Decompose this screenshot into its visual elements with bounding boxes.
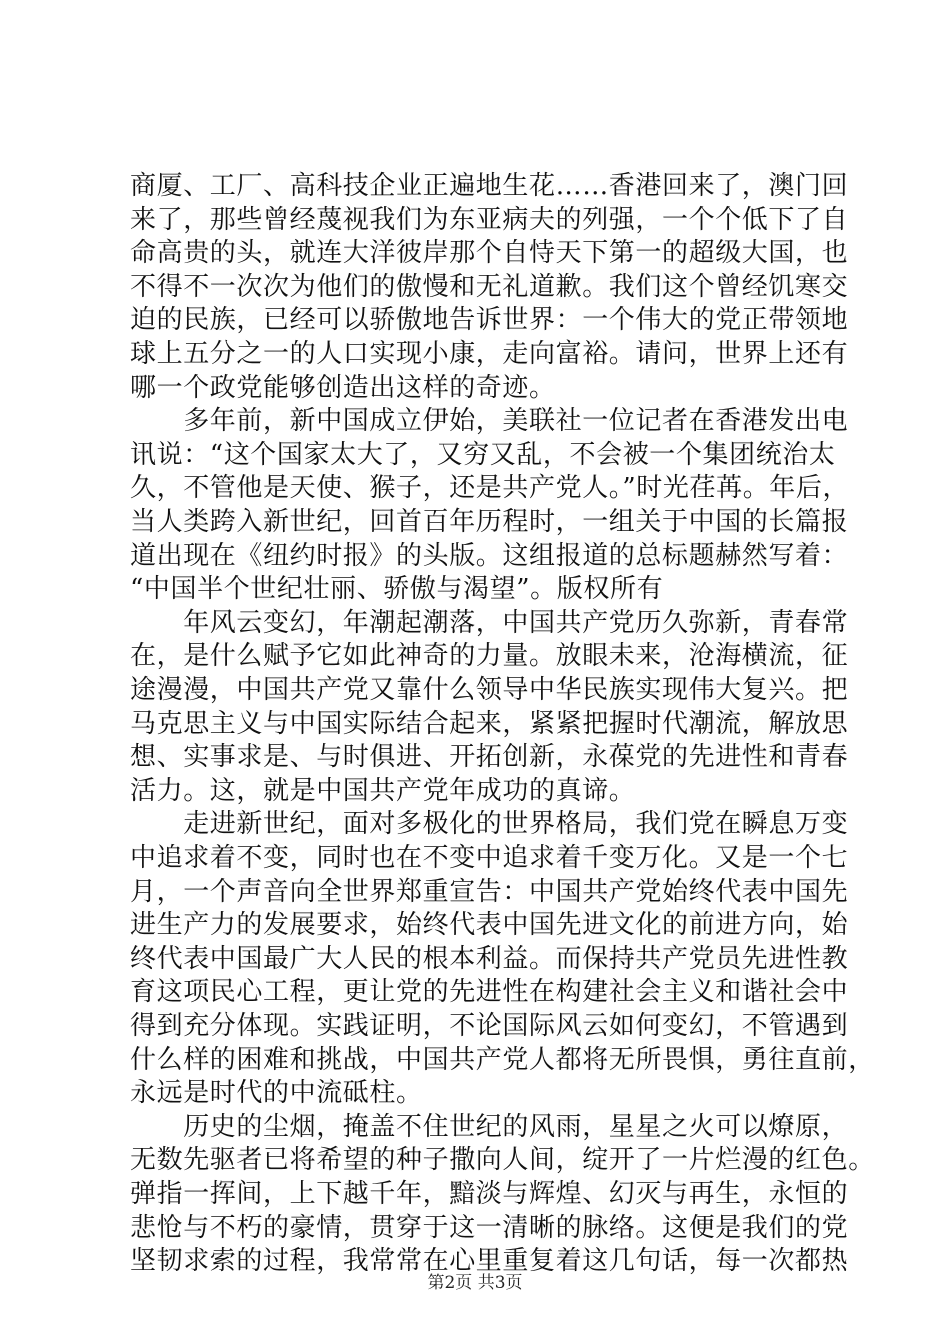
text-line: 道出现在《纽约时报》的头版。这组报道的总标题赫然写着： [130,540,849,571]
text-line: “中国半个世纪壮丽、骄傲与渴望”。版权所有 [130,574,664,605]
text-line: 历史的尘烟，掩盖不住世纪的风雨，星星之火可以燎原， [130,1111,849,1142]
text-line: 哪一个政党能够创造出这样的奇迹。 [130,372,556,403]
text-line: 得到充分体现。实践证明，不论国际风云如何变幻，不管遇到 [130,1011,849,1041]
text-line: 永远是时代的中流砥柱。 [130,1078,423,1109]
text-line: 什么样的困难和挑战，中国共产党人都将无所畏惧，勇往直前， [130,1044,875,1075]
text-line: 终代表中国最广大人民的根本利益。而保持共产党员先进性教 [130,943,849,974]
text-line: 讯说：“这个国家太大了，又穷又乱，不会被一个集团统治太 [130,439,836,470]
text-line: 当人类跨入新世纪，回首百年历程时，一组关于中国的长篇报 [130,507,849,537]
text-line: 月，一个声音向全世界郑重宣告：中国共产党始终代表中国先 [130,876,849,907]
text-line: 进生产力的发展要求，始终代表中国先进文化的前进方向，始 [130,910,849,941]
text-line: 弹指一挥间，上下越千年，黯淡与辉煌、幻灭与再生，永恒的 [130,1179,849,1209]
text-line: 中追求着不变，同时也在不变中追求着千变万化。又是一个七 [130,843,849,873]
text-line: 商厦、工厂、高科技企业正遍地生花……香港回来了，澳门回 [130,171,849,201]
text-line: 无数先驱者已将希望的种子撒向人间，绽开了一片烂漫的红色。 [130,1145,875,1176]
text-line: 在，是什么赋予它如此神奇的力量。放眼未来，沧海横流，征 [130,641,849,672]
text-line: 坚韧求索的过程，我常常在心里重复着这几句话，每一次都热 [130,1246,849,1277]
text-line: 悲怆与不朽的豪情，贯穿于这一清晰的脉络。这便是我们的党 [130,1212,849,1243]
text-line: 育这项民心工程，更让党的先进性在构建社会主义和谐社会中 [130,977,849,1008]
text-line: 想、实事求是、与时俱进、开拓创新，永葆党的先进性和青春 [130,742,849,773]
text-line: 活力。这，就是中国共产党年成功的真谛。 [130,775,636,806]
text-line: 马克思主义与中国实际结合起来，紧紧把握时代潮流，解放思 [130,708,849,739]
text-line: 年风云变幻，年潮起潮落，中国共产党历久弥新，青春常 [130,607,849,638]
text-line: 命高贵的头，就连大洋彼岸那个自恃天下第一的超级大国，也 [130,238,849,269]
text-line: 多年前，新中国成立伊始，美联社一位记者在香港发出电 [130,406,849,437]
page-number-footer: 第2页 共3页 [427,1273,523,1293]
text-line: 迫的民族，已经可以骄傲地告诉世界：一个伟大的党正带领地 [130,305,849,336]
text-line: 途漫漫，中国共产党又靠什么领导中华民族实现伟大复兴。把 [130,675,849,705]
text-line: 来了，那些曾经蔑视我们为东亚病夫的列强，一个个低下了自 [130,204,849,235]
text-line: 久，不管他是天使、猴子，还是共产党人。”时光荏苒。年后， [130,473,850,504]
text-line: 球上五分之一的人口实现小康，走向富裕。请问，世界上还有 [130,339,849,369]
text-line: 走进新世纪，面对多极化的世界格局，我们党在瞬息万变 [130,809,849,840]
text-line: 不得不一次次为他们的傲慢和无礼道歉。我们这个曾经饥寒交 [130,271,849,302]
